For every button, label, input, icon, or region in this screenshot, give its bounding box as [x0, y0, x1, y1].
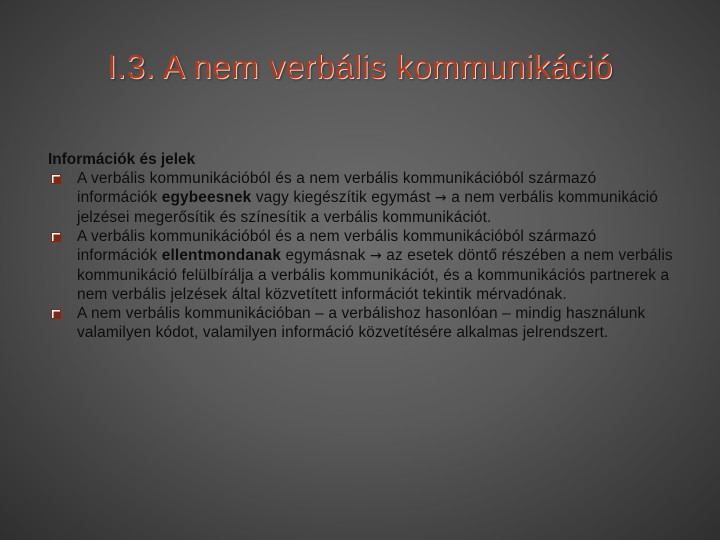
checkbox-icon [51, 174, 61, 184]
arrow-right-icon: → [369, 248, 382, 264]
bullet-text: A nem verbális kommunikációban – a verbálishoz hasonlóan – mindig használunk valamilyen kódot, valamilyen információ közvetítésére alkalmas jelrendszert. [77, 305, 646, 341]
slide-title: I.3. A nem verbális kommunikáció [107, 48, 613, 85]
slide-content [48, 150, 678, 342]
bullet-text-part: A verbális kommunikációból és a nem verbális kommunikációból származó információk [77, 170, 597, 206]
bullet-text-part: a nem verbális kommunikáció jelzései megerősítik és színesítik a verbális kommunikációt. [77, 189, 659, 226]
section-heading: Információk és jelek [48, 151, 196, 168]
checkbox-icon [51, 309, 61, 319]
checkbox-icon [51, 232, 61, 242]
arrow-right-icon: → [434, 190, 447, 206]
bullet-item [48, 227, 678, 304]
emphasis-text: egybeesnek [161, 189, 252, 206]
bullet-text [77, 227, 678, 304]
bullet-text-part: vagy kiegészítik egymást [251, 189, 435, 206]
bullet-text [77, 169, 678, 227]
bullet-text-part: az esetek döntő részében a nem verbális kommunikáció felülbírálja a verbális kommunikációt, és a kommunikációs partnerek a nem verbális jelzések által közvetített információt tekintik mérvadónak. [77, 247, 673, 303]
bullet-item [48, 304, 678, 342]
emphasis-text: ellentmondanak [161, 247, 282, 264]
bullet-item [48, 169, 678, 227]
bullet-text-part: A verbális kommunikációból és a nem verbális kommunikációból származó információk [77, 228, 597, 264]
bullet-text-part: egymásnak [281, 247, 370, 264]
bullet-list [48, 169, 678, 342]
